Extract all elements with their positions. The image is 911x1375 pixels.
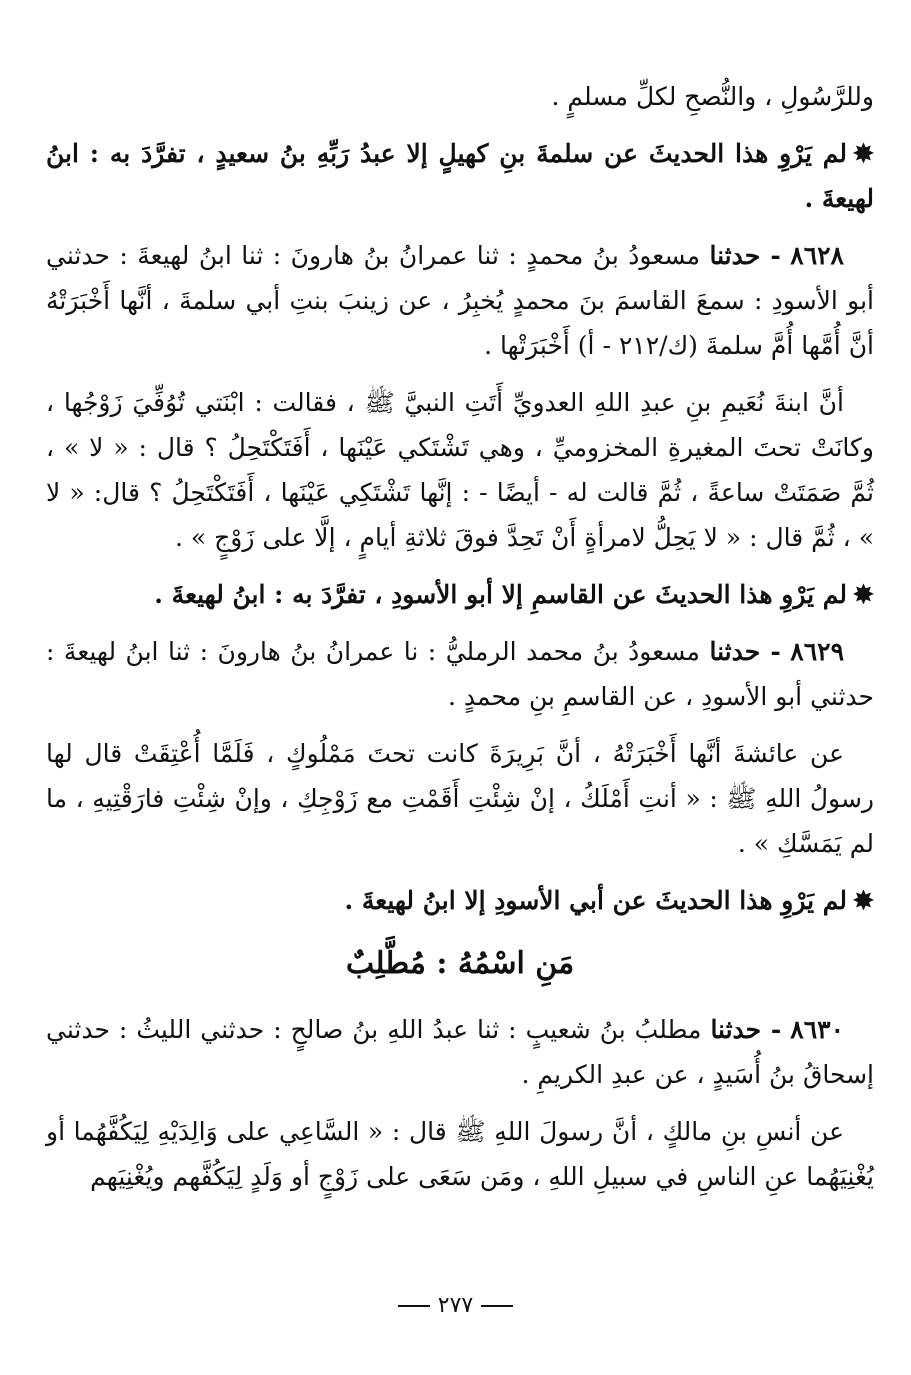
isnad-text: مسعودُ بنُ محمد الرمليُّ : نا عمرانُ بنُ هارونَ : ثنا ابنُ لهيعةَ : حدثني أبو الأسودِ ، عن القاسمِ بنِ محمدٍ . bbox=[46, 637, 874, 711]
footer-dash-left bbox=[481, 1305, 513, 1307]
section-heading: مَنِ اسْمُهُ : مُطَّلِبٌ bbox=[345, 946, 575, 981]
lead-word-text: حدثنا bbox=[709, 241, 761, 270]
hadith-number: ٨٦٣٠ bbox=[790, 1015, 845, 1044]
page-number: ٢٧٧ bbox=[437, 1293, 474, 1318]
hadith-number: ٨٦٢٨ bbox=[790, 241, 844, 270]
hadith-matn: عن عائشةَ أنَّها أَخْبَرَتْهُ ، أنَّ بَرِيرَةَ كانت تحتَ مَمْلُوكٍ ، فَلَمَّا أُعْتِقَتْ قال لها رسولُ اللهِ ﷺ : « أنتِ أَمْلَكُ ، إنْ شِئْتِ أَقَمْتِ مع زَوْجِكِ ، وإنْ شِئْتِ فارَقْتِيهِ ، ما لم يَمَسَّكِ » . bbox=[46, 739, 874, 858]
lead-word-text: حدثنا bbox=[709, 637, 761, 666]
page-body bbox=[46, 74, 874, 1211]
note-text: لم يَرْوِ هذا الحديثَ عن أبي الأسودِ إلا ابنُ لهيعةَ . bbox=[344, 886, 848, 915]
hadith-isnad bbox=[46, 1007, 874, 1097]
hadith-lead-word: - حدثنا bbox=[709, 637, 781, 666]
editor-note bbox=[46, 878, 874, 923]
hadith-number: ٨٦٢٩ bbox=[790, 637, 844, 666]
hadith-matn: عن أنسِ بنِ مالكٍ ، أنَّ رسولَ اللهِ ﷺ قال : « السَّاعِي على وَالِدَيْهِ لِيَكُفَّهُما أو يُغْنِيَهُما عنِ الناسِ في سبيلِ اللهِ ، ومَن سَعَى على زَوْجٍ أو وَلَدٍ لِيَكُفَّهم ويُغْنِيَهم bbox=[46, 1117, 874, 1191]
page-footer bbox=[0, 1293, 911, 1318]
star-icon: ✸ bbox=[853, 886, 874, 915]
isnad-text: مطلبُ بنُ شعيبٍ : ثنا عبدُ اللهِ بنُ صالحٍ : حدثني الليثُ : حدثني إسحاقُ بنُ أُسَيدٍ ، عن عبدِ الكريمِ . bbox=[46, 1015, 874, 1089]
editor-note bbox=[46, 131, 874, 221]
footer-dash-right bbox=[398, 1305, 430, 1307]
star-icon: ✸ bbox=[853, 580, 874, 609]
star-icon: ✸ bbox=[853, 139, 874, 168]
hadith-lead-word: - حدثنا bbox=[710, 1015, 782, 1044]
text-paragraph: وللرَّسُولِ ، والنُّصحِ لكلِّ مسلمٍ . bbox=[551, 82, 874, 111]
isnad-text: مسعودُ بنُ محمدٍ : ثنا عمرانُ بنُ هارونَ : ثنا ابنُ لهيعةَ : حدثني أبو الأسودِ : سمعَ القاسمَ بنَ محمدٍ يُخبِرُ ، عن زينبَ بنتِ أبي سلمةَ ، أنَّها أَخْبَرَتْهُ أنَّ أُمَّها أُمَّ سلمةَ (ك/٢١٢ - أ) أَخْبَرَتْها . bbox=[46, 241, 874, 360]
hadith-isnad bbox=[46, 233, 874, 368]
note-text: لم يَرْوِ هذا الحديثَ عن سلمةَ بنِ كهيلٍ إلا عبدُ رَبِّهِ بنُ سعيدٍ ، تفرَّدَ به : ابنُ لهيعةَ . bbox=[46, 139, 874, 213]
hadith-lead-word: - حدثنا bbox=[709, 241, 781, 270]
hadith-matn: أنَّ ابنةَ نُعَيمِ بنِ عبدِ اللهِ العدويِّ أَتَتِ النبيَّ ﷺ ، فقالت : ابْنَتي تُوُفِّيَ زَوْجُها ، وكانَتْ تحتَ المغيرةِ المخزوميِّ ، وهي تَشْتَكي عَيْنَها ، أَفَتَكْتَحِلُ ؟ قال : « لا » ، ثُمَّ صَمَتَتْ ساعةً ، ثُمَّ قالت له - أيضًا - : إنَّها تَشْتَكِي عَيْنَها ، أَفَتَكْتَحِلُ ؟ قال: « لا » ، ثُمَّ قال : « لا يَحِلُّ لامرأةٍ أَنْ تَحِدَّ فوقَ ثلاثةِ أيامٍ ، إلَّا على زَوْجٍ » . bbox=[46, 388, 874, 552]
lead-word-text: حدثنا bbox=[710, 1015, 762, 1044]
editor-note bbox=[46, 572, 874, 617]
hadith-isnad bbox=[46, 629, 874, 719]
note-text: لم يَرْوِ هذا الحديثَ عن القاسمِ إلا أبو الأسودِ ، تفرَّدَ به : ابنُ لهيعةَ . bbox=[154, 580, 848, 609]
